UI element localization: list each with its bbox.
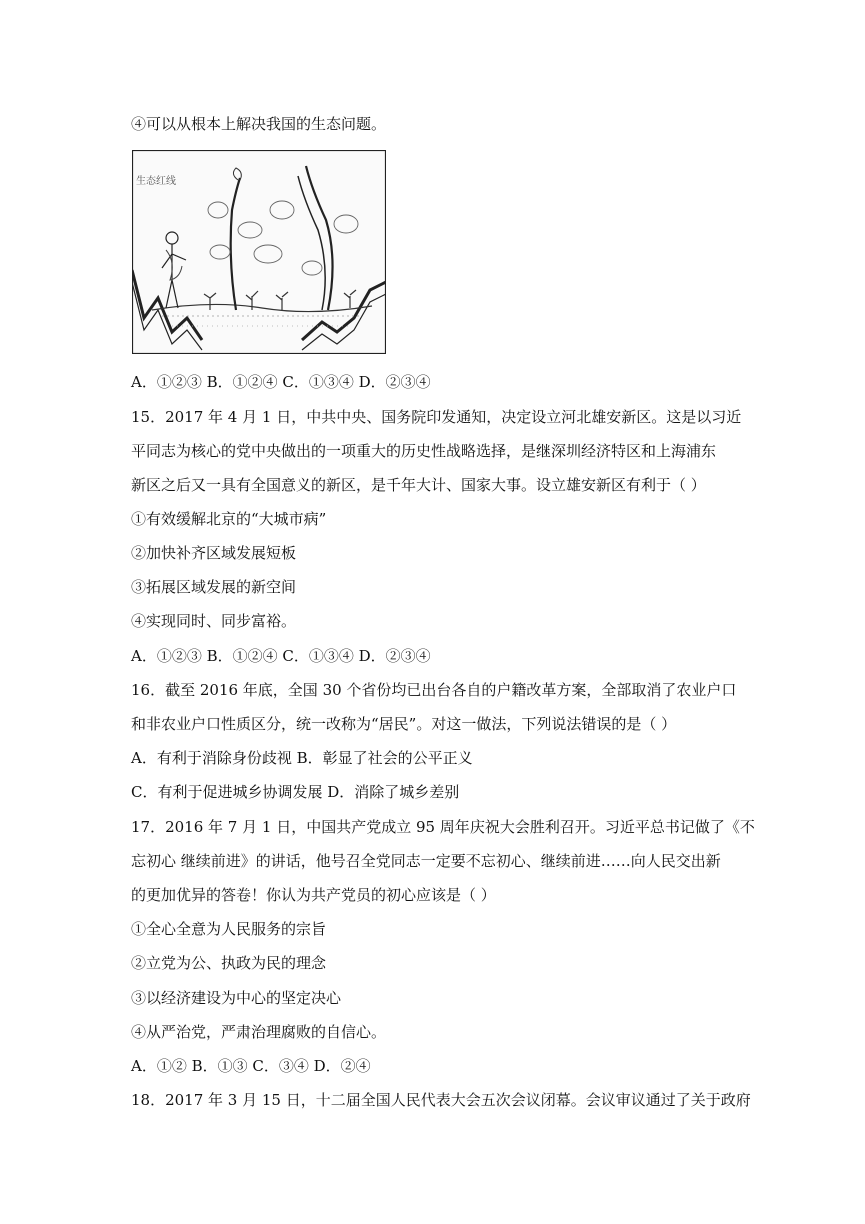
q17-answer-choices: A．①② B．①③ C．③④ D．②④	[131, 1057, 371, 1075]
q15-stem-line-3: 新区之后又一具有全国意义的新区，是千年大计、国家大事。设立雄安新区有利于（ ）	[131, 476, 706, 494]
cartoon-drawing	[132, 150, 386, 354]
q15-item-2: ②加快补齐区域发展短板	[131, 544, 297, 562]
q17-stem-line-2: 忘初心 继续前进》的讲话，他号召全党同志一定要不忘初心、继续前进……向人民交出新	[131, 852, 721, 870]
q17-item-1: ①全心全意为人民服务的宗旨	[131, 920, 327, 938]
q18-stem-line-1: 18．2017 年 3 月 15 日，十二届全国人民代表大会五次会议闭幕。会议审议通过了关于政府	[131, 1091, 751, 1109]
cartoon-corner-label: 生态红线	[136, 176, 176, 187]
q14-answer-choices: A．①②③ B．①②④ C．①③④ D．②③④	[131, 373, 431, 391]
q15-stem-line-2: 平同志为核心的党中央做出的一项重大的历史性战略选择，是继深圳经济特区和上海浦东	[131, 442, 717, 460]
q16-options-row-2: C．有利于促进城乡协调发展 D．消除了城乡差别	[131, 783, 460, 801]
q17-item-2: ②立党为公、执政为民的理念	[131, 954, 327, 972]
q15-answer-choices: A．①②③ B．①②④ C．①③④ D．②③④	[131, 647, 431, 665]
question-option-4: ④可以从根本上解决我国的生态问题。	[131, 115, 387, 133]
q17-item-4: ④从严治党，严肃治理腐败的自信心。	[131, 1023, 387, 1041]
q17-item-3: ③以经济建设为中心的坚定决心	[131, 989, 342, 1007]
q17-stem-line-3: 的更加优异的答卷！你认为共产党员的初心应该是（ ）	[131, 886, 496, 904]
q15-stem-line-1: 15．2017 年 4 月 1 日，中共中央、国务院印发通知，决定设立河北雄安新区。这是以习近	[131, 408, 742, 426]
q15-item-3: ③拓展区域发展的新空间	[131, 578, 297, 596]
q15-item-1: ①有效缓解北京的“大城市病”	[131, 510, 327, 528]
q17-stem-line-1: 17．2016 年 7 月 1 日，中国共产党成立 95 周年庆祝大会胜利召开。习近平总书记做了《不	[131, 818, 755, 836]
q16-options-row-1: A．有利于消除身份歧视 B．彰显了社会的公平正义	[131, 749, 473, 767]
ecology-cartoon	[132, 150, 386, 354]
q15-item-4: ④实现同时、同步富裕。	[131, 612, 297, 630]
q16-stem-line-2: 和非农业户口性质区分，统一改称为“居民”。对这一做法，下列说法错误的是（ ）	[131, 715, 677, 733]
q16-stem-line-1: 16．截至 2016 年底，全国 30 个省份均已出台各自的户籍改革方案，全部取消了农业户口	[131, 681, 737, 699]
